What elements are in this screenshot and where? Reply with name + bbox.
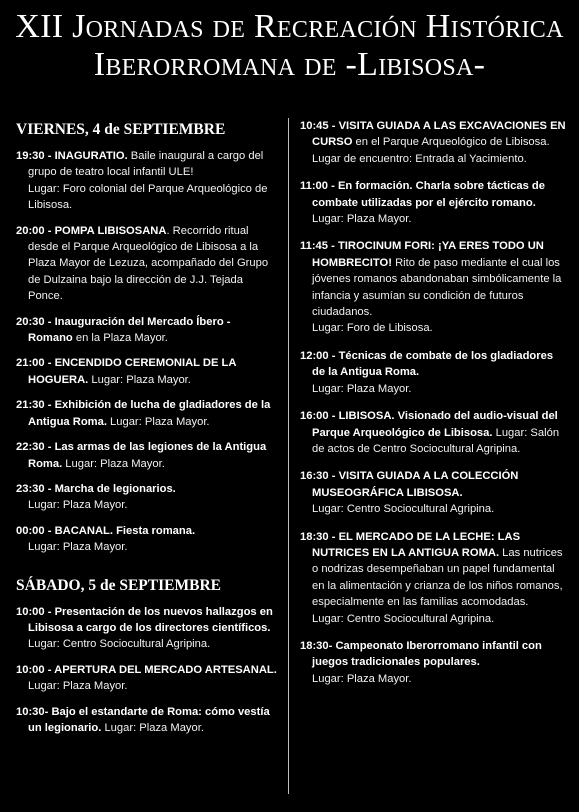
- left-column: [16, 118, 278, 745]
- event-description: Lugar: Plaza Mayor.: [106, 415, 210, 428]
- event-description: Lugar: Plaza Mayor.: [28, 680, 128, 693]
- event-description: en el Parque Arqueológico de Libisosa. Lugar de encuentro: Entrada al Yacimiento.: [312, 136, 550, 165]
- event-time: 20:30 -: [16, 315, 55, 328]
- event-item: [16, 523, 278, 556]
- event-time: 10:30-: [16, 705, 52, 718]
- event-time: 18:30-: [300, 639, 336, 652]
- event-description: . Recorrido ritual desde el Parque Arqueológico de Libisosa a la Plaza Mayor de Lezuza, acompañado del Grupo de Dulzaina bajo la dirección de J.J. Tejada Ponce.: [28, 224, 269, 303]
- event-item: [16, 481, 278, 514]
- event-time: 18:30 -: [300, 530, 339, 543]
- event-place: Lugar: Foro colonial del Parque Arqueológico de Libisosa.: [28, 182, 268, 212]
- event-time: 10:00 -: [16, 663, 55, 676]
- event-time: 20:00 -: [16, 224, 55, 237]
- event-time: 16:30 -: [300, 470, 339, 483]
- event-title: EL MERCADO DE LA LECHE: LAS NUTRICES EN LA ANTIGUA ROMA.: [312, 530, 521, 559]
- column-divider: [288, 118, 289, 794]
- event-title: Exhibición de lucha de gladiadores de la Antigua Roma.: [28, 399, 271, 428]
- event-description: Lugar: Plaza Mayor.: [62, 457, 165, 470]
- event-time: 12:00 -: [300, 349, 339, 362]
- event-title: ENCENDIDO CEREMONIAL DE LA HOGUERA.: [28, 357, 237, 386]
- event-description: Lugar: Plaza Mayor.: [101, 721, 204, 734]
- event-title: INAGURATIO.: [54, 150, 128, 162]
- event-place: Lugar: Centro Sociocultural Agripina.: [312, 612, 495, 625]
- event-item: [16, 223, 278, 305]
- event-title: BACANAL. Fiesta romana.: [54, 524, 196, 537]
- event-time: 10:00 -: [16, 605, 55, 618]
- right-column: [300, 118, 566, 698]
- event-title: LIBISOSA. Visionado del audio-visual del Parque Arqueológico de Libisosa.: [312, 410, 558, 439]
- event-item: [16, 355, 278, 388]
- event-time: 16:00 -: [300, 410, 339, 423]
- event-description: Rito de paso mediante el cual los jóvenes romanos abandonaban simbólicamente la infancia y asumían su condición de futuros ciudadanos.: [312, 256, 562, 319]
- event-title: En formación. Charla sobre tácticas de combate utilizadas por el ejército romano.: [312, 180, 545, 209]
- title-line-2: Iberorromana de -Libisosa-: [93, 46, 486, 83]
- event-item: [300, 348, 566, 397]
- event-title: Bajo el estandarte de Roma: cómo vestía un legionario.: [28, 705, 270, 734]
- event-title: VISITA GUIADA A LA COLECCIÓN MUSEOGRÁFICA LIBISOSA.: [312, 470, 519, 499]
- event-item: [300, 178, 566, 227]
- event-description: Baile inaugural a cargo del grupo de teatro local infantil ULE!: [28, 150, 264, 179]
- event-description: Lugar: Plaza Mayor.: [312, 213, 412, 226]
- event-item: [16, 439, 278, 472]
- event-time: 21:00 -: [16, 357, 55, 370]
- day-heading-friday: VIERNES, 4 de SEPTIEMBRE: [16, 121, 226, 138]
- event-title: Marcha de legionarios.: [54, 482, 176, 495]
- event-title: Inauguración del Mercado Íbero - Romano: [28, 315, 231, 345]
- event-title: POMPA LIBISOSANA: [54, 224, 167, 237]
- event-item: [300, 408, 566, 457]
- event-item: [300, 118, 566, 167]
- event-title: APERTURA DEL MERCADO ARTESANAL.: [54, 663, 277, 676]
- event-item: [300, 468, 566, 517]
- event-item: [16, 314, 278, 347]
- event-description: Lugar: Salón de actos de Centro Sociocultural Agripina.: [312, 426, 560, 455]
- day-heading-saturday: SÁBADO, 5 de SEPTIEMBRE: [16, 576, 221, 594]
- event-place: Lugar: Centro Sociocultural Agripina.: [312, 503, 495, 516]
- event-description: en la Plaza Mayor.: [72, 332, 168, 345]
- event-item: [16, 704, 278, 737]
- event-item: [16, 662, 278, 695]
- event-title: Campeonato Iberorromano infantil con juegos tradicionales populares.: [312, 639, 542, 669]
- event-time: 21:30 -: [16, 399, 55, 412]
- event-item: [300, 238, 566, 336]
- event-time: 00:00 -: [16, 524, 55, 537]
- event-item: [300, 529, 566, 627]
- event-place: Lugar: Plaza Mayor.: [28, 541, 128, 554]
- event-time: 23:30 -: [16, 482, 55, 495]
- title-line-1: XII Jornadas de Recreación Histórica: [15, 8, 564, 45]
- event-title: TIROCINUM FORI: ¡YA ERES TODO UN HOMBRECITO!: [312, 240, 544, 269]
- event-description: Lugar: Plaza Mayor.: [88, 373, 191, 386]
- event-item: [16, 397, 278, 430]
- event-time: 10:45 -: [300, 120, 339, 132]
- event-description: Las nutrices o nodrizas desempeñaban un papel fundamental en la alimentación y crianza de los niños romanos, especialmente en las familias acomodadas.: [312, 546, 563, 609]
- event-time: 19:30 -: [16, 150, 55, 162]
- event-title: VISITA GUIADA A LAS EXCAVACIONES EN CURSO: [312, 120, 566, 149]
- event-item: [16, 148, 278, 214]
- event-time: 11:00 -: [300, 180, 338, 193]
- event-title: Las armas de las legiones de la Antigua Roma.: [28, 441, 267, 470]
- event-item: [300, 638, 566, 687]
- event-place: Lugar: Plaza Mayor.: [28, 499, 128, 512]
- event-time: 22:30 -: [16, 441, 55, 454]
- event-title: Técnicas de combate de los gladiadores de la Antigua Roma.: [312, 349, 554, 379]
- event-place: Lugar: Foro de Libisosa.: [312, 322, 433, 335]
- poster-title: [0, 8, 579, 84]
- event-description: Lugar: Centro Sociocultural Agripina.: [28, 638, 211, 651]
- event-place: Lugar: Plaza Mayor.: [312, 382, 412, 395]
- event-title: Presentación de los nuevos hallazgos en Libisosa a cargo de los directores científicos.: [28, 605, 273, 634]
- event-item: [16, 604, 278, 653]
- event-time: 11:45 -: [300, 240, 338, 253]
- event-place: Lugar: Plaza Mayor.: [312, 672, 412, 685]
